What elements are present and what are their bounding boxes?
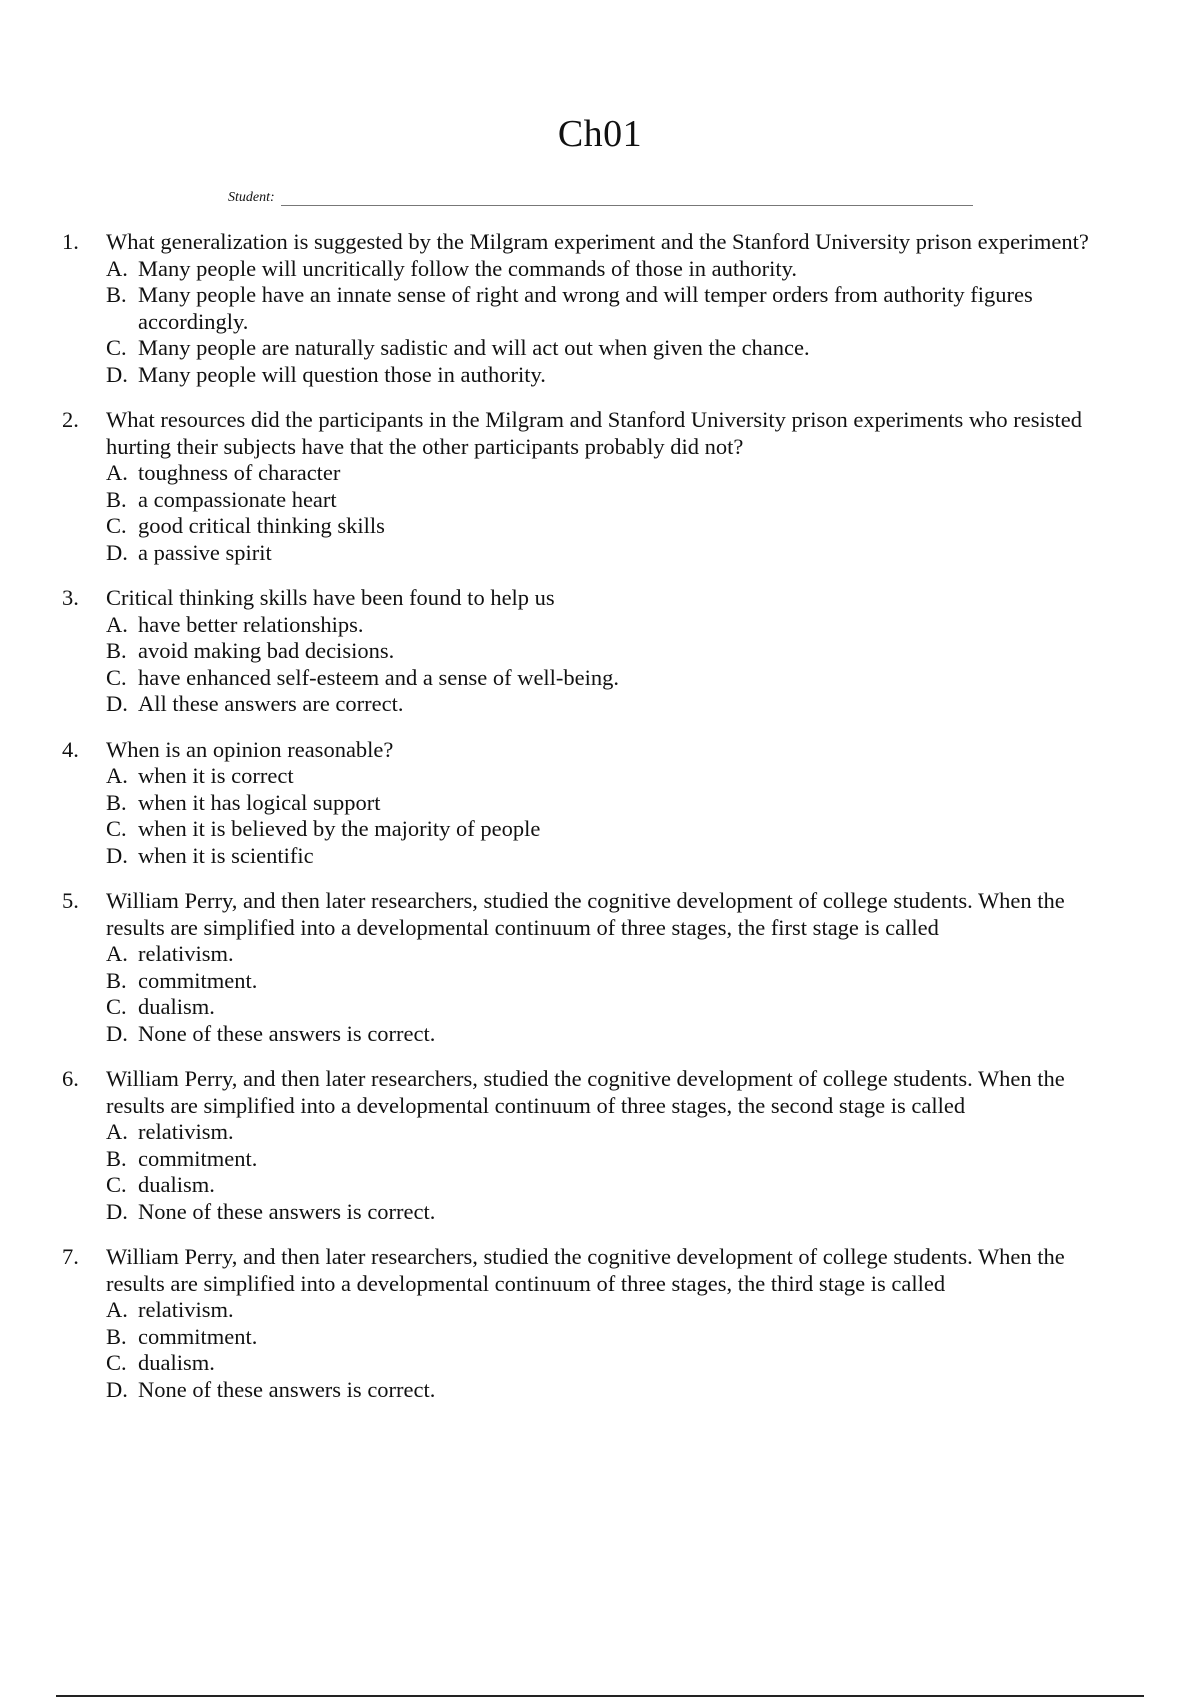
choice-a	[106, 460, 1122, 487]
choice-a	[106, 1297, 1122, 1324]
choice-text: good critical thinking skills	[138, 513, 385, 538]
choice-letter: B.	[106, 486, 127, 512]
choice-b	[106, 790, 1122, 817]
choice-c	[106, 665, 1122, 692]
choice-letter: B.	[106, 967, 127, 993]
choice-letter: A.	[106, 1119, 128, 1144]
choice-d	[106, 1021, 1122, 1048]
choice-a	[106, 1119, 1122, 1146]
choice-c	[106, 513, 1122, 540]
choice-letter: D.	[106, 691, 128, 716]
choice-d	[106, 1199, 1122, 1226]
choice-letter: C.	[106, 513, 127, 538]
choice-c	[106, 1172, 1122, 1199]
choice-c	[106, 1350, 1122, 1377]
choice-c	[106, 994, 1122, 1021]
choice-b	[106, 968, 1122, 995]
footer-rule	[56, 1695, 1144, 1697]
choice-letter: D.	[106, 539, 128, 565]
choice-text: avoid making bad decisions.	[138, 638, 395, 663]
choice-c	[106, 816, 1122, 843]
question-1	[62, 229, 1122, 388]
question-number: 3.	[62, 585, 79, 610]
choice-text: Many people are naturally sadistic and will act out when given the chance.	[138, 335, 810, 360]
choice-text: when it is scientific	[138, 842, 314, 868]
choice-letter: B.	[106, 1323, 127, 1349]
question-list	[62, 229, 1122, 1422]
choice-letter: B.	[106, 1145, 127, 1171]
choice-b	[106, 1324, 1122, 1351]
choice-d	[106, 540, 1122, 567]
question-text: William Perry, and then later researchers, studied the cognitive development of college students. When the results are simplified into a developmental continuum of three stages, the first stage is called	[106, 888, 1065, 940]
choice-text: relativism.	[138, 941, 234, 966]
choice-text: None of these answers is correct.	[138, 1198, 436, 1224]
question-text: William Perry, and then later researchers, studied the cognitive development of college students. When the results are simplified into a developmental continuum of three stages, the second stage is called	[106, 1066, 1065, 1118]
choice-letter: A.	[106, 1297, 128, 1322]
choice-text: None of these answers is correct.	[138, 1020, 436, 1046]
choice-letter: D.	[106, 842, 128, 868]
choice-letter: C.	[106, 816, 127, 841]
choice-letter: A.	[106, 255, 128, 281]
question-number: 1.	[62, 229, 79, 254]
choice-letter: C.	[106, 1172, 127, 1197]
choice-text: None of these answers is correct.	[138, 1376, 436, 1402]
choice-letter: A.	[106, 941, 128, 966]
choice-b	[106, 282, 1122, 335]
choice-text: commitment.	[138, 1145, 258, 1171]
choice-a	[106, 612, 1122, 639]
choice-letter: D.	[106, 1198, 128, 1224]
question-text: Critical thinking skills have been found to help us	[106, 585, 555, 610]
choice-letter: B.	[106, 789, 127, 815]
question-number: 7.	[62, 1244, 79, 1269]
choice-text: a compassionate heart	[138, 486, 337, 512]
choice-text: All these answers are correct.	[138, 691, 404, 716]
question-5	[62, 888, 1122, 1047]
question-3	[62, 585, 1122, 718]
choice-letter: C.	[106, 664, 127, 690]
question-text: What generalization is suggested by the Milgram experiment and the Stanford University prison experiment?	[106, 229, 1089, 254]
question-number: 5.	[62, 888, 79, 913]
choice-text: commitment.	[138, 967, 258, 993]
question-text: When is an opinion reasonable?	[106, 736, 394, 762]
choice-text: a passive spirit	[138, 539, 272, 565]
choice-letter: D.	[106, 1376, 128, 1402]
choice-letter: A.	[106, 460, 128, 485]
choice-d	[106, 691, 1122, 718]
choice-letter: A.	[106, 763, 128, 788]
choice-text: toughness of character	[138, 460, 341, 485]
choice-text: have better relationships.	[138, 611, 364, 637]
choice-letter: D.	[106, 361, 128, 387]
question-7	[62, 1244, 1122, 1403]
choice-text: relativism.	[138, 1119, 234, 1144]
choice-text: Many people have an innate sense of right and wrong and will temper orders from authority figures accordingly.	[138, 282, 1033, 334]
student-label: Student:	[228, 190, 275, 205]
choice-text: dualism.	[138, 1350, 215, 1375]
document-title: Ch01	[557, 113, 643, 155]
choice-letter: C.	[106, 1350, 127, 1375]
choice-text: dualism.	[138, 1172, 215, 1197]
student-name-line[interactable]	[281, 189, 973, 206]
choice-d	[106, 1377, 1122, 1404]
question-text: What resources did the participants in the Milgram and Stanford University prison experiments who resisted hurting their subjects have that the other participants probably did not?	[106, 407, 1083, 459]
student-name-row	[228, 184, 973, 206]
choice-text: when it is correct	[138, 763, 294, 788]
question-number: 2.	[62, 407, 79, 432]
choice-b	[106, 638, 1122, 665]
choice-text: when it has logical support	[138, 789, 381, 815]
choice-b	[106, 487, 1122, 514]
choice-text: when it is believed by the majority of people	[138, 816, 541, 841]
question-2	[62, 407, 1122, 566]
choice-text: Many people will question those in authority.	[138, 361, 546, 387]
choice-letter: B.	[106, 282, 127, 307]
question-number: 6.	[62, 1066, 79, 1091]
choice-letter: C.	[106, 335, 127, 360]
choice-d	[106, 843, 1122, 870]
choice-a	[106, 763, 1122, 790]
choice-text: have enhanced self-esteem and a sense of well-being.	[138, 664, 620, 690]
choice-d	[106, 362, 1122, 389]
choice-a	[106, 256, 1122, 283]
choice-letter: C.	[106, 994, 127, 1019]
choice-letter: D.	[106, 1020, 128, 1046]
question-4	[62, 737, 1122, 870]
choice-text: commitment.	[138, 1323, 258, 1349]
question-text: William Perry, and then later researchers, studied the cognitive development of college students. When the results are simplified into a developmental continuum of three stages, the third stage is called	[106, 1244, 1065, 1296]
choice-letter: A.	[106, 611, 128, 637]
choice-a	[106, 941, 1122, 968]
choice-text: Many people will uncritically follow the commands of those in authority.	[138, 255, 798, 281]
choice-text: dualism.	[138, 994, 215, 1019]
choice-text: relativism.	[138, 1297, 234, 1322]
question-6	[62, 1066, 1122, 1225]
choice-letter: B.	[106, 638, 127, 663]
choice-b	[106, 1146, 1122, 1173]
question-number: 4.	[62, 736, 79, 762]
choice-c	[106, 335, 1122, 362]
